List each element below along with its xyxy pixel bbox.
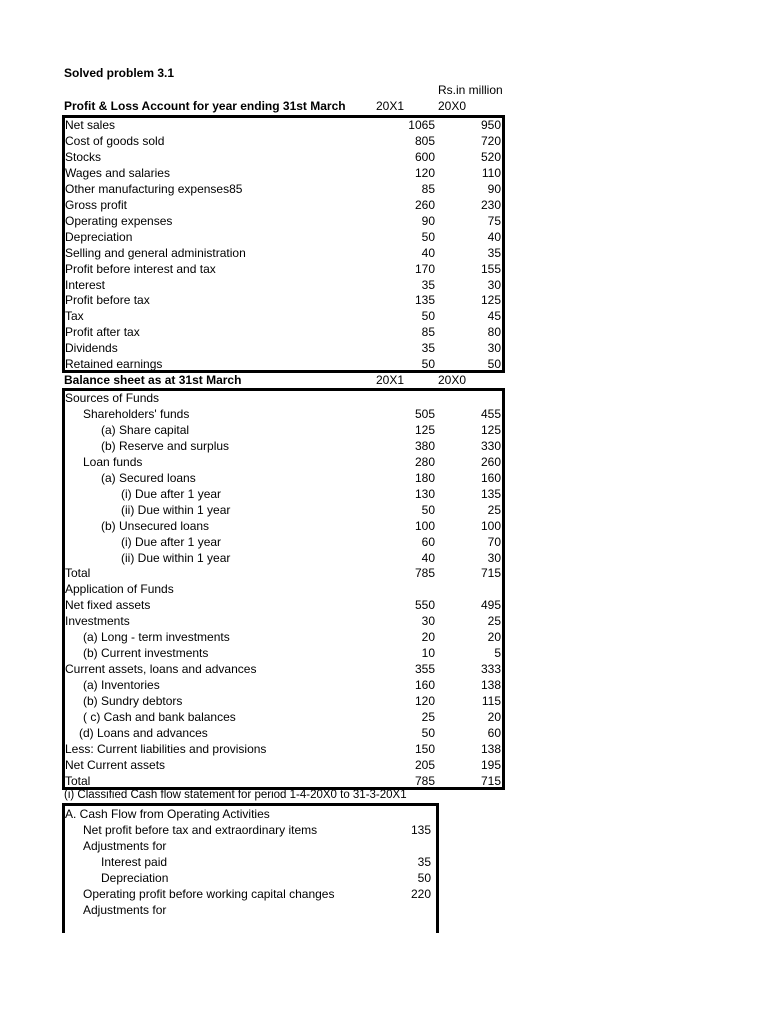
bs-row-label: (b) Unsecured loans [101,518,210,533]
bs-row-value-20x0: 333 [480,662,501,677]
bs-row-label: Current assets, loans and advances [65,662,257,677]
pl-row-label: Stocks [65,149,102,164]
bs-row [65,773,502,789]
pl-row-label: Retained earnings [65,357,163,372]
bs-row-value-20x0: 5 [494,646,501,661]
pl-col1-header: 20X1 [376,99,405,113]
bs-row-label: Sources of Funds [65,391,160,405]
bs-row-value-20x0: 25 [487,614,501,629]
bs-row-value-20x1: 160 [414,678,435,693]
pl-row-value-20x0: 50 [487,357,501,372]
bs-row-value-20x0: 100 [480,518,501,533]
bs-row [65,454,502,470]
bs-row [65,757,502,773]
pl-row-value-20x0: 125 [480,293,501,308]
cf-row [65,870,436,886]
bs-row-value-20x0: 715 [480,773,501,788]
cf-row-label: Net profit before tax and extraordinary items [83,823,318,837]
bs-row-value-20x0: 115 [481,694,501,709]
pl-row-value-20x1: 1065 [408,118,435,132]
bs-row [65,550,502,566]
bs-row-value-20x1: 130 [414,486,435,501]
cf-row-value-amount: 50 [417,871,431,885]
bs-row [65,693,502,709]
cf-row-value-amount: 135 [410,823,431,837]
bs-row-value-20x0: 715 [480,566,501,581]
bs-row-label: Net Current assets [65,757,166,772]
cf-row [65,838,436,854]
cf-row [65,822,436,838]
pl-row-value-20x1: 120 [414,165,435,180]
bs-row-label: (b) Reserve and surplus [101,438,230,453]
bs-table [62,388,505,790]
pl-col2-header: 20X0 [438,99,467,113]
bs-row-value-20x0: 195 [480,757,501,772]
bs-row-label: (i) Due after 1 year [121,486,222,501]
pl-row [65,245,502,261]
pl-row-value-20x1: 50 [421,309,435,324]
cf-row-label: Operating profit before working capital changes [83,887,335,901]
bs-row-label: (ii) Due within 1 year [121,502,231,517]
bs-row [65,438,502,454]
bs-row-label: Loan funds [83,454,143,469]
pl-row-value-20x1: 170 [414,261,435,276]
bs-row-value-20x0: 138 [480,741,501,756]
pl-row-label: Depreciation [65,229,133,244]
cf-row-label: Interest paid [101,855,168,869]
bs-row-label: (b) Sundry debtors [83,694,183,709]
bs-row [65,581,502,597]
pl-row-label: Operating expenses [65,213,173,228]
pl-row-label: Net sales [65,118,116,132]
bs-row-value-20x1: 120 [414,694,435,709]
pl-row-value-20x1: 805 [414,133,435,148]
bs-row-value-20x0: 20 [487,710,501,724]
pl-row-value-20x0: 90 [487,181,501,196]
cf-row-label: Adjustments for [83,839,167,853]
cf-row [65,886,436,902]
bs-row-value-20x1: 180 [414,470,435,485]
cf-row-label: Depreciation [101,871,169,885]
pl-row [65,308,502,324]
bs-row-value-20x1: 150 [414,741,435,756]
bs-row-value-20x1: 40 [421,550,435,565]
pl-row [65,324,502,340]
pl-row-label: Gross profit [65,197,128,212]
bs-row-value-20x1: 125 [414,422,435,437]
bs-row [65,502,502,518]
bs-row-value-20x1: 50 [421,502,435,517]
cf-row [65,902,436,918]
pl-row [65,117,502,133]
bs-row [65,470,502,486]
bs-row-value-20x1: 550 [414,598,435,613]
bs-row [65,629,502,645]
pl-row-value-20x0: 155 [480,261,501,276]
bs-row-value-20x0: 25 [487,502,501,517]
bs-row-value-20x0: 70 [487,534,501,549]
pl-row-value-20x1: 85 [421,325,435,340]
bs-row-label: (a) Inventories [83,678,160,693]
bs-row-value-20x1: 20 [421,630,435,645]
pl-row-value-20x1: 135 [414,293,435,308]
cf-row-value-amount: 35 [417,855,431,869]
cf-row [65,806,436,822]
bs-row-value-20x1: 380 [414,438,435,453]
bs-row [65,645,502,661]
bs-row-value-20x1: 30 [421,614,435,629]
bs-header: Balance sheet as at 31st March [64,373,242,387]
bs-row-label: Investments [65,614,130,629]
bs-col2-header: 20X0 [438,373,467,387]
bs-col1-header: 20X1 [376,373,405,387]
page-title: Solved problem 3.1 [64,66,175,80]
bs-row-value-20x1: 785 [414,773,435,788]
bs-row [65,565,502,581]
bs-row-label: (b) Current investments [83,646,209,661]
pl-row [65,261,502,277]
pl-row [65,292,502,308]
pl-row-value-20x0: 230 [480,197,501,212]
bs-row-value-20x1: 100 [414,518,435,533]
pl-row [65,181,502,197]
bs-row-value-20x1: 25 [421,710,435,724]
bs-row-value-20x1: 505 [414,406,435,421]
bs-row-value-20x1: 785 [414,566,435,581]
pl-row-label: Tax [65,309,84,324]
bs-row [65,661,502,677]
pl-row-value-20x1: 260 [414,197,435,212]
pl-row-label: Dividends [65,341,118,356]
pl-row-value-20x1: 50 [421,229,435,244]
pl-table [62,115,505,373]
bs-row [65,613,502,629]
pl-row [65,356,502,372]
pl-row-value-20x1: 35 [421,341,435,356]
pl-row [65,277,502,293]
cf-table [62,803,439,933]
bs-row-label: (d) Loans and advances [79,725,208,740]
pl-row [65,149,502,165]
pl-row [65,133,502,149]
bs-row [65,486,502,502]
pl-row-label: Cost of goods sold [65,133,165,148]
units-label: Rs.in million [438,83,503,97]
bs-row-label: (a) Secured loans [101,470,196,485]
pl-row-value-20x0: 30 [487,341,501,356]
pl-row-value-20x1: 40 [421,245,435,260]
bs-row [65,390,502,406]
bs-row-label: (a) Long - term investments [83,630,230,645]
pl-row-label: Selling and general administration [65,245,246,260]
bs-row-value-20x0: 260 [480,454,501,469]
bs-row [65,725,502,741]
pl-row-value-20x0: 75 [487,213,501,228]
bs-row-value-20x0: 30 [487,550,501,565]
pl-row-value-20x0: 45 [487,309,501,324]
bs-row [65,677,502,693]
bs-row [65,406,502,422]
pl-row-value-20x0: 520 [480,149,501,164]
bs-row-value-20x0: 135 [480,486,501,501]
bs-row-value-20x0: 60 [487,725,501,740]
pl-row-value-20x0: 40 [487,229,501,244]
pl-row-label: Interest [65,277,106,292]
cf-row-label: A. Cash Flow from Operating Activities [65,807,270,821]
bs-row-value-20x1: 50 [421,725,435,740]
bs-row [65,518,502,534]
bs-row-value-20x0: 138 [480,678,501,693]
cf-row-value-amount: 220 [410,887,431,901]
pl-row-label: Profit before tax [65,293,150,308]
pl-row [65,213,502,229]
pl-row-value-20x1: 35 [421,277,435,292]
bs-row-label: Total [65,773,91,788]
bs-row-label: (ii) Due within 1 year [121,550,231,565]
bs-row-value-20x1: 280 [414,454,435,469]
pl-row-value-20x0: 80 [487,325,501,340]
bs-row-value-20x0: 125 [480,422,501,437]
pl-row-label: Other manufacturing expenses85 [65,181,243,196]
pl-row [65,165,502,181]
bs-row-value-20x1: 10 [421,646,435,661]
bs-row-label: Net fixed assets [65,598,151,613]
pl-row-label: Profit before interest and tax [65,261,216,276]
pl-row-label: Wages and salaries [65,165,170,180]
bs-row [65,709,502,725]
pl-row-value-20x1: 85 [421,181,435,196]
bs-row-value-20x0: 330 [480,438,501,453]
pl-row-value-20x0: 35 [487,245,501,260]
bs-row-label: Shareholders' funds [83,406,190,421]
pl-header: Profit & Loss Account for year ending 31st March [64,99,346,113]
bs-row [65,422,502,438]
bs-row [65,741,502,757]
pl-row-label: Profit after tax [65,325,140,340]
pl-row [65,229,502,245]
pl-row [65,197,502,213]
bs-row-value-20x1: 60 [421,534,435,549]
bs-row-value-20x0: 20 [487,630,501,645]
bs-row-value-20x0: 455 [480,406,501,421]
bs-row-label: Total [65,566,91,581]
bs-row-value-20x0: 495 [480,598,501,613]
bs-row-value-20x1: 355 [414,662,435,677]
pl-row-value-20x0: 950 [480,118,501,132]
pl-row-value-20x0: 30 [487,277,501,292]
pl-row-value-20x0: 110 [481,165,501,180]
bs-row-label: ( c) Cash and bank balances [83,710,236,724]
bs-row [65,534,502,550]
pl-row-value-20x1: 50 [421,357,435,372]
pl-row-value-20x0: 720 [480,133,501,148]
bs-row-label: Application of Funds [65,582,174,597]
bs-row [65,597,502,613]
pl-row-value-20x1: 90 [421,213,435,228]
bs-row-label: Less: Current liabilities and provisions [65,741,267,756]
pl-row-value-20x1: 600 [414,149,435,164]
bs-row-label: (i) Due after 1 year [121,534,222,549]
cf-header: (i) Classified Cash flow statement for period 1-4-20X0 to 31-3-20X1 [64,789,407,801]
bs-row-label: (a) Share capital [101,422,190,437]
cf-row [65,854,436,870]
bs-row-value-20x0: 160 [480,470,501,485]
cf-row-label: Adjustments for [83,903,167,917]
pl-row [65,340,502,356]
bs-row-value-20x1: 205 [414,757,435,772]
